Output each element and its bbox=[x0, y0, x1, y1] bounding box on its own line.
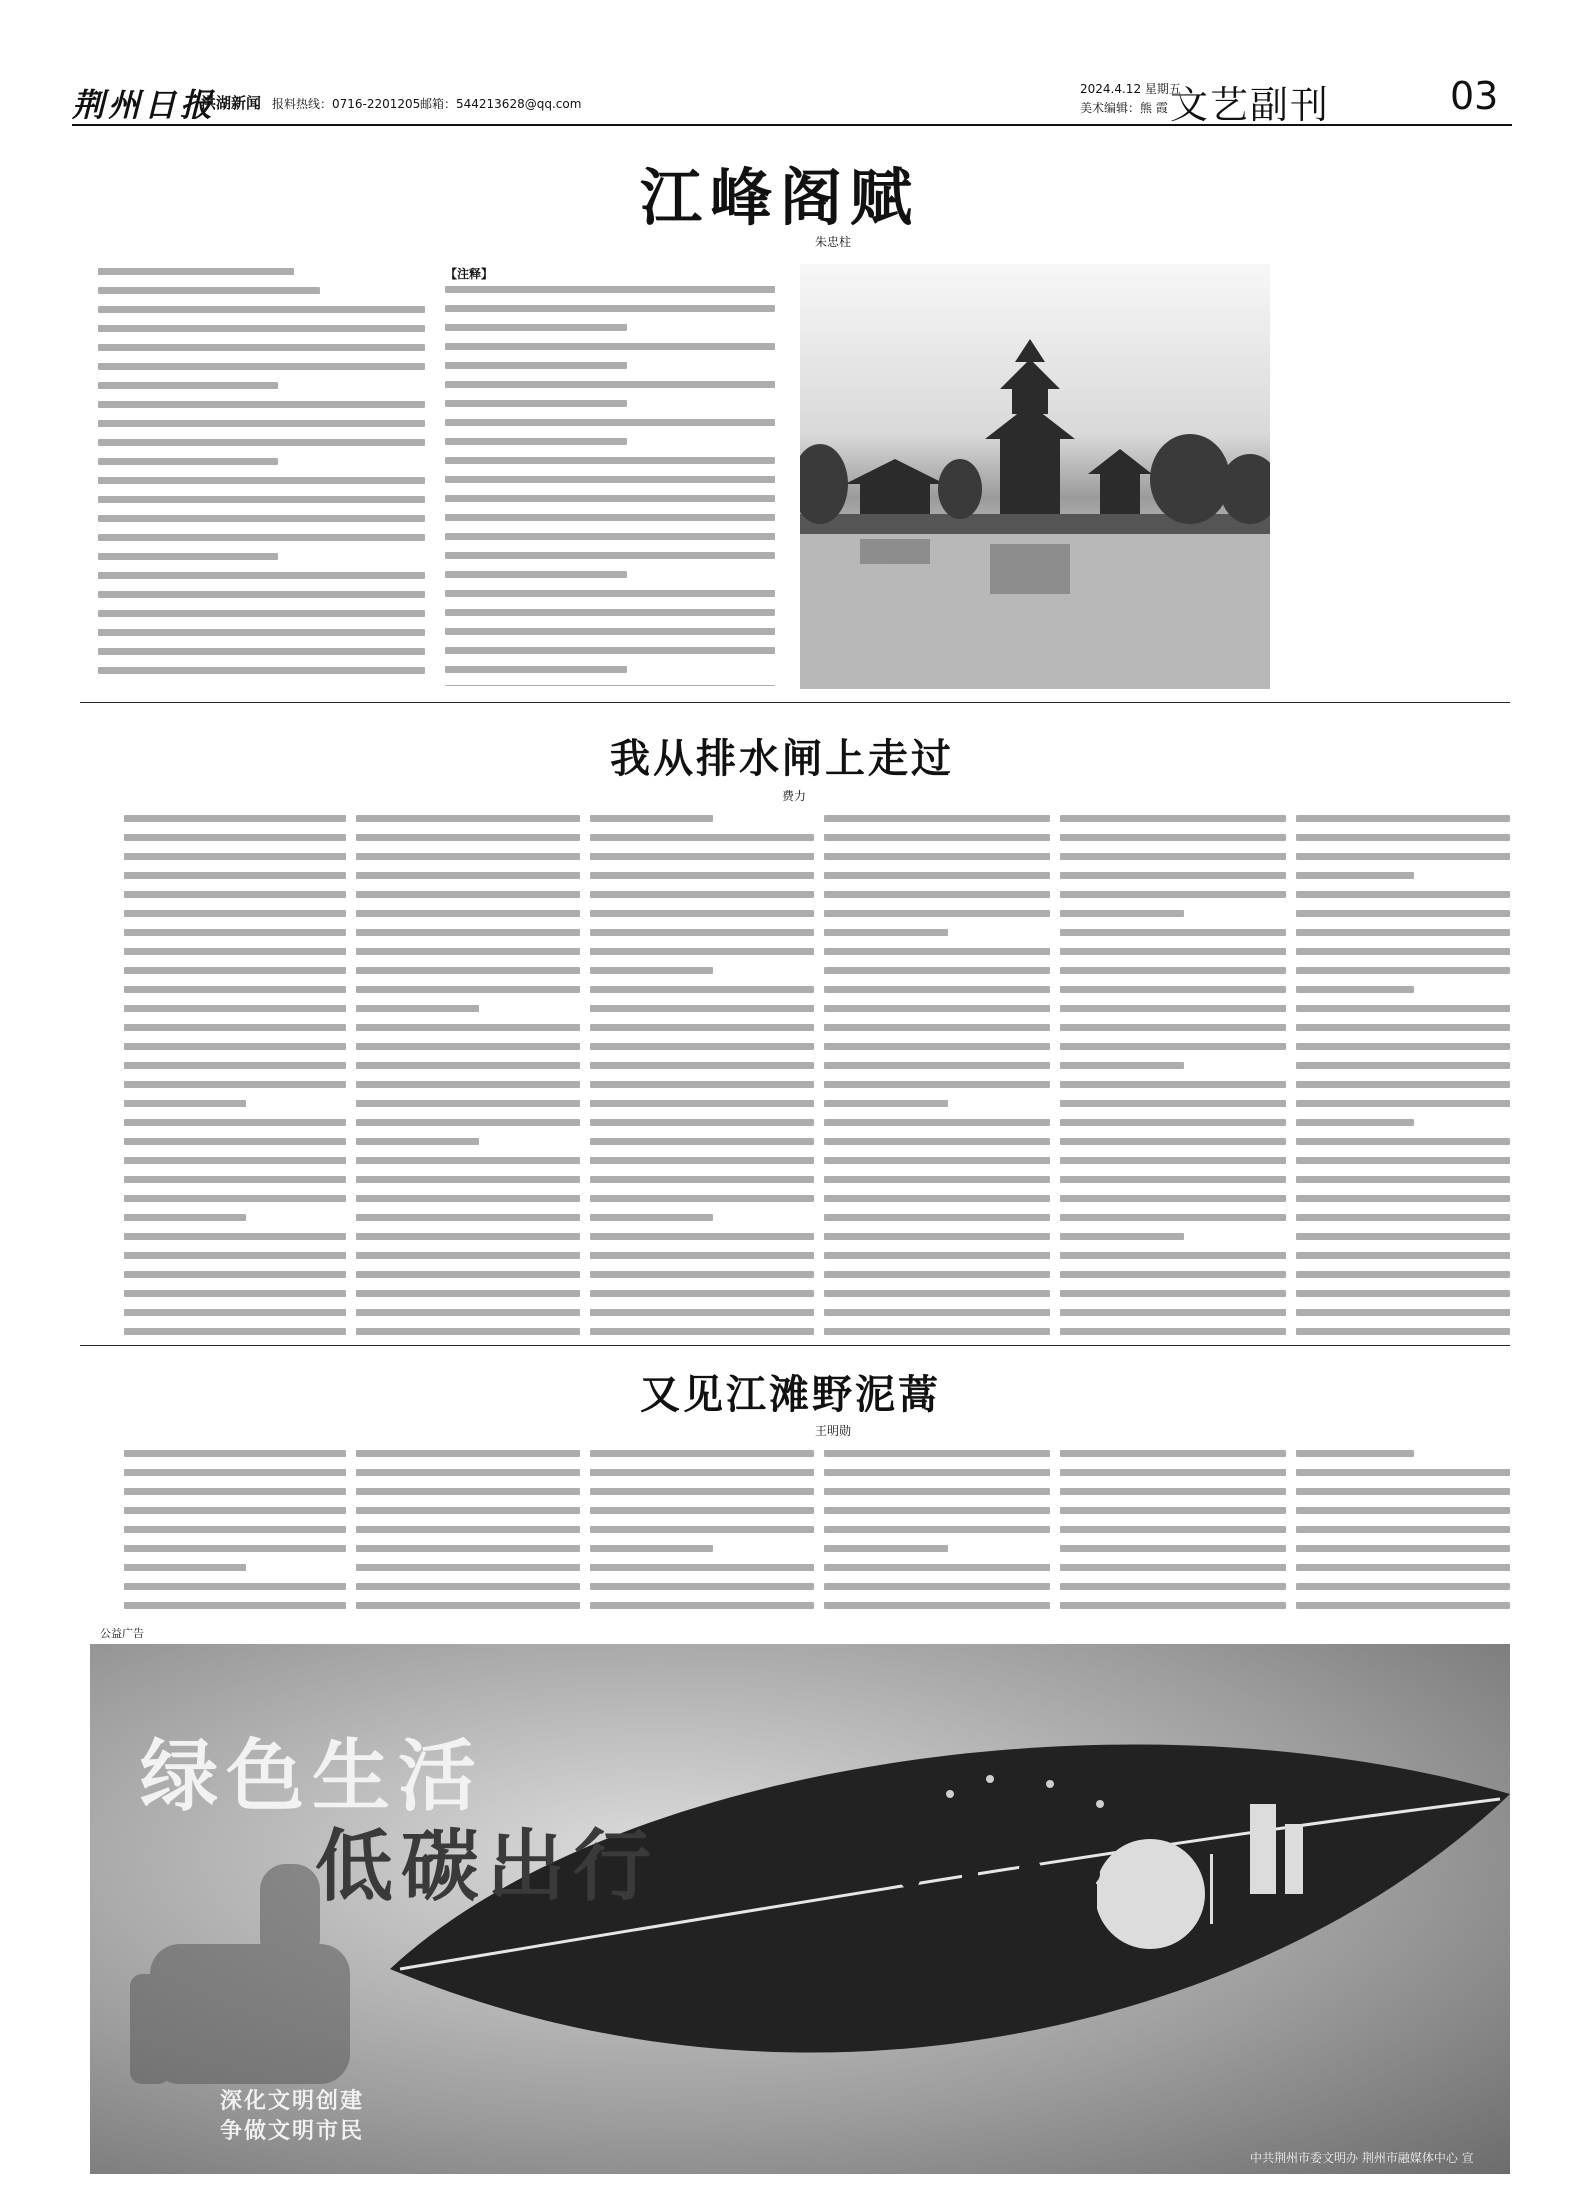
article2-title: 我从排水闸上走过 bbox=[610, 735, 954, 782]
article1-notes-column bbox=[445, 286, 775, 686]
article3-column-2 bbox=[356, 1450, 580, 1610]
section-title: 文艺副刊 bbox=[1170, 83, 1331, 127]
article2-column-5 bbox=[1060, 815, 1286, 1335]
article1-title: 江峰阁赋 bbox=[640, 161, 921, 234]
article2-column-2 bbox=[356, 815, 580, 1335]
pavilion-scene-graphic bbox=[800, 264, 1270, 689]
article1-notes-heading: 【注释】 bbox=[445, 267, 494, 281]
article2-column-4 bbox=[824, 815, 1050, 1335]
page-number: 03 bbox=[1450, 74, 1499, 118]
ad-subslogan-1: 深化文明创建 bbox=[220, 2088, 365, 2114]
article3-column-1 bbox=[124, 1450, 346, 1610]
ad-slogan-green-life: 绿色生活 bbox=[140, 1731, 485, 1822]
masthead-logo: 荆州日报 bbox=[72, 86, 217, 124]
article2-top-rule bbox=[80, 702, 1510, 703]
contact-email: 邮箱：544213628@qq.com bbox=[420, 97, 582, 111]
article1-author: 朱忠柱 bbox=[815, 235, 852, 249]
article2-column-1 bbox=[124, 815, 346, 1335]
ad-slogan-low-carbon: 低碳出行 bbox=[315, 1821, 660, 1912]
article2-author: 费力 bbox=[782, 789, 807, 803]
article3-title: 又见江滩野泥蒿 bbox=[640, 1371, 941, 1418]
article3-column-3 bbox=[590, 1450, 814, 1610]
ad-sponsor: 中共荆州市委文明办 荆州市融媒体中心 宣 bbox=[1250, 2151, 1474, 2165]
article3-column-5 bbox=[1060, 1450, 1286, 1610]
public-ad-label: 公益广告 bbox=[100, 1627, 144, 1640]
article2-column-3 bbox=[590, 815, 814, 1335]
article3-column-4 bbox=[824, 1450, 1050, 1610]
art-editor: 美术编辑：熊 霞 bbox=[1080, 101, 1168, 115]
ad-subslogan-2: 争做文明市民 bbox=[220, 2118, 365, 2144]
header-rule bbox=[72, 124, 1512, 126]
issue-date: 2024.4.12 星期五 bbox=[1080, 82, 1181, 96]
article3-author: 王明勋 bbox=[815, 1424, 852, 1438]
hotline-phone: 报料热线：0716-2201205 bbox=[272, 97, 421, 111]
edition-name: 洪湖新闻 bbox=[201, 94, 262, 112]
public-service-ad bbox=[90, 1644, 1510, 2174]
article3-column-6 bbox=[1296, 1450, 1510, 1610]
jiangfeng-pavilion-photo bbox=[800, 264, 1270, 689]
article2-column-6 bbox=[1296, 815, 1510, 1335]
article3-top-rule bbox=[80, 1345, 1510, 1346]
article1-body-column bbox=[98, 268, 425, 684]
